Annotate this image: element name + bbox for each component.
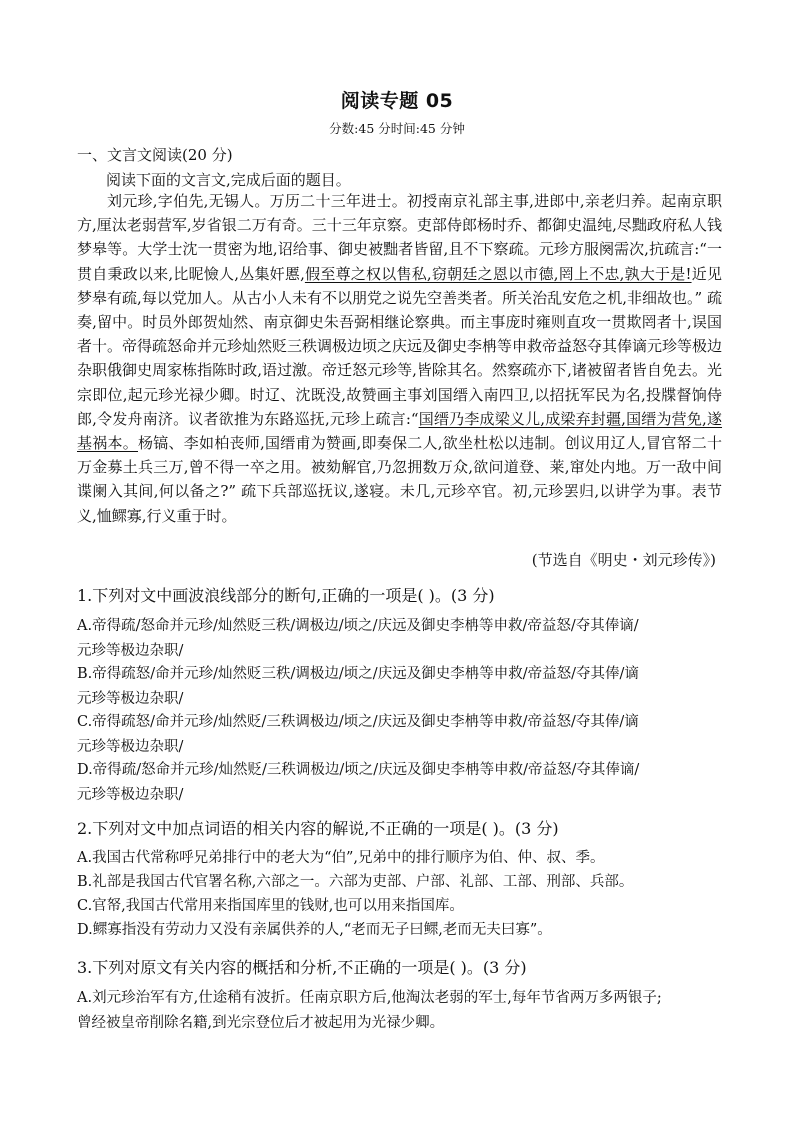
option-line: 元珍等极边杂职/ [77,690,184,707]
option-line: B.帝得疏怒/命并元珍/灿然贬三秩/调极边/顷之/庆远及御史李柟等申救/帝益怒/夺其俸/谪 [77,666,639,682]
question-3-option-a[interactable] [77,986,722,1035]
question-1-stem: 1.下列对文中画波浪线部分的断句,正确的一项是( )。(3 分) [77,586,495,605]
question-1-option-c[interactable] [77,710,722,759]
section-heading: 一、文言文阅读(20 分) [77,146,233,164]
question-1-option-d[interactable] [77,758,722,807]
passage-source: (节选自《明史・刘元珍传》) [531,551,716,569]
option-line: C.帝得疏怒/命并元珍/灿然贬/三秩调极边/顷之/庆远及御史李柟等申救/帝益怒/夺其俸/谪 [77,714,639,730]
instruction-text: 阅读下面的文言文,完成后面的题目。 [106,171,351,189]
question-2-stem: 2.下列对文中加点词语的相关内容的解说,不正确的一项是( )。(3 分) [77,819,559,838]
passage-part-2: 近见梦皋有疏,每以党加人。从古小人未有不以朋党之说先空善类者。所关治乱安危之机,非细故也。” 疏奏,留中。时员外郎贺灿然、南京御史朱吾弼相继论察典。而主事庞时雍则直攻一贯欺罔者十,误国者十。帝得疏怒命并元珍灿然贬三秩调极边顷之庆远及御史李柟等申救帝益怒夺其俸谪元珍等极边杂职俄御史周家栋指陈时政,语过激。帝迁怒元珍等,皆除其名。然察疏亦下,诸被留者皆自免去。光宗即位,起元珍光禄少卿。时辽、沈既没,故赞画主事刘国缙入南四卫,以招抚军民为名,投牒督饷侍郎,令发舟南济。议者欲推为东路巡抚,元珍上疏言:“ [77,264,723,428]
question-1-option-b[interactable] [77,662,722,711]
question-2-option-b[interactable]: B.礼部是我国古代官署名称,六部之一。六部为吏部、户部、礼部、工部、刑部、兵部。 [77,874,634,890]
question-1-option-a[interactable] [77,614,722,663]
question-2-option-d[interactable]: D.鳏寡指没有劳动力又没有亲属供养的人,“老而无子曰鳏,老而无夫曰寡”。 [77,922,552,938]
question-2-option-a[interactable]: A.我国古代常称呼兄弟排行中的老大为“伯”,兄弟中的排行顺序为伯、仲、叔、季。 [77,850,605,866]
option-line: A.帝得疏/怒命并元珍/灿然贬三秩/调极边/顷之/庆远及御史李柟等申救/帝益怒/夺其俸谪/ [77,618,639,634]
option-line: 元珍等极边杂职/ [77,786,184,803]
underlined-sentence-1: 假至尊之权以售私,窃朝廷之恩以市德,罔上不忠,孰大于是! [304,264,692,283]
question-2-option-c[interactable]: C.官帑,我国古代常用来指国库里的钱财,也可以用来指国库。 [77,898,464,914]
passage-part-3: 杨镐、李如柏丧师,国缙甫为赞画,即奏保二人,欲坐杜松以违制。创议用辽人,冒官帑二十万金募土兵三万,曾不得一卒之用。被劾解官,乃忽拥数万众,欲问道登、莱,窜处内地。万一敌中间谍阑入其间,何以备之?” 疏下兵部巡抚议,遂寝。未几,元珍卒官。初,元珍罢归,以讲学为事。表节义,恤鳏寡,行义重于时。 [77,434,722,525]
passage-part-1: 刘元珍,字伯先,无锡人。万历二十三年进士。初授南京礼部主事,进郎中,亲老归养。起南京职方,厘汰老弱营军,岁省银二万有奇。三十三年京察。吏部侍郎杨时乔、都御史温纯,尽黜政府私人钱梦皋等。大学士沈一贯密为地,诏给事、御史被黜者皆留,且不下察疏。元珍方服阕需次,抗疏言:“一贯自秉政以来,比昵憸人,丛集奸慝, [77,192,722,283]
score-time-info: 分数:45 分时间:45 分钟 [329,121,465,136]
page-title: 阅读专题 05 [340,90,454,112]
option-line: 元珍等极边杂职/ [77,642,184,659]
classical-passage [77,189,722,528]
question-3-stem: 3.下列对原文有关内容的概括和分析,不正确的一项是( )。(3 分) [77,958,527,977]
option-line: 曾经被皇帝削除名籍,到光宗登位后才被起用为光禄少卿。 [77,1014,445,1031]
option-line: D.帝得疏/怒命并元珍/灿然贬/三秩调极边/顷之/庆远及御史李柟等申救/帝益怒/夺其俸谪/ [77,762,640,778]
option-line: A.刘元珍治军有方,仕途稍有波折。任南京职方后,他淘汰老弱的军士,每年节省两万多两银子; [77,990,662,1006]
option-line: 元珍等极边杂职/ [77,738,184,755]
underlined-sentence-2: 国缙乃李成梁义儿,成梁弃封疆,国缙为营免,遂基祸本。 [77,409,723,453]
